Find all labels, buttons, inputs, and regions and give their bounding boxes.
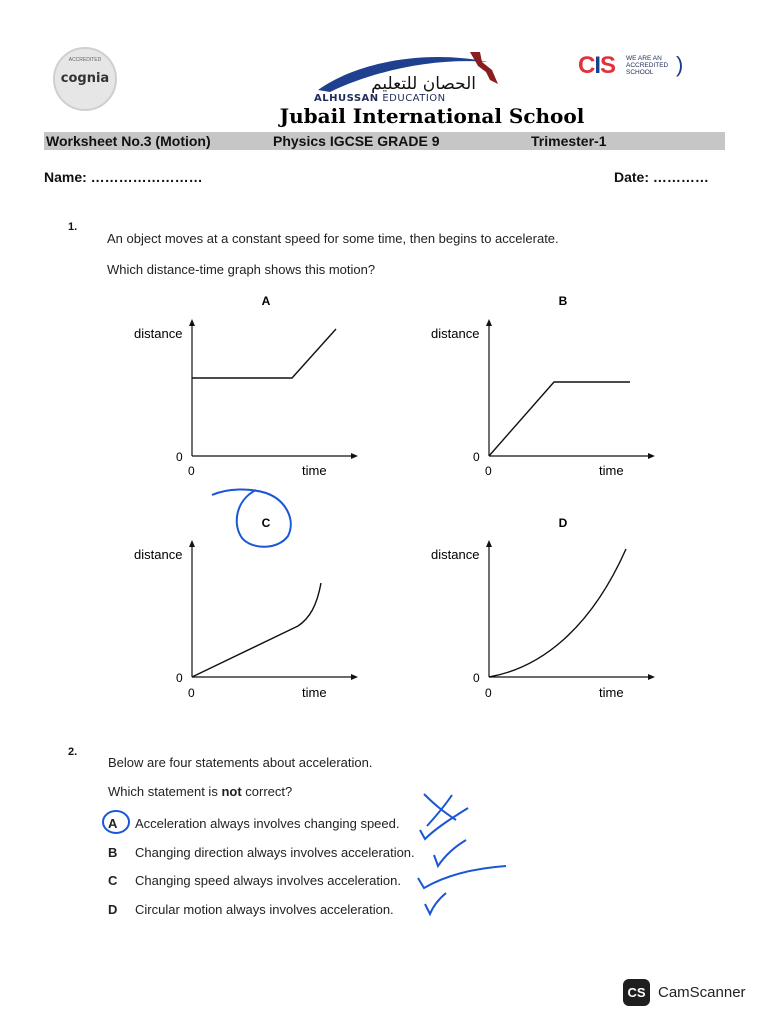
alhussan-english-name: ALHUSSAN EDUCATION (314, 93, 446, 104)
date-field: Date: ………… (614, 169, 709, 185)
question-1-statement: An object moves at a constant speed for some time, then begins to accelerate. (107, 231, 559, 246)
question-2-statement: Below are four statements about acceleration. (108, 755, 373, 770)
cognia-logo-text: cognia (60, 71, 110, 86)
tick-mark-c (418, 866, 506, 888)
graph-b-origin-y: 0 (473, 450, 480, 464)
graph-c-origin-x: 0 (188, 686, 195, 700)
subject-grade: Physics IGCSE GRADE 9 (273, 133, 440, 149)
option-a-letter: A (108, 816, 118, 831)
graph-c-label: C (261, 516, 271, 530)
graph-d-xlabel: time (599, 685, 624, 700)
question-2-prompt: Which statement is not correct? (108, 784, 293, 799)
option-b-text: Changing direction always involves acceleration. (135, 845, 415, 860)
graph-d-origin-y: 0 (473, 671, 480, 685)
cis-accredited-text: WE ARE AN ACCREDITED SCHOOL (626, 55, 669, 76)
cis-mark: CIS (578, 52, 616, 79)
graph-a-curve (192, 329, 336, 378)
graph-d-curve (489, 549, 626, 677)
camscanner-logo-icon: CS (623, 979, 650, 1006)
circle-mark-c (212, 489, 291, 546)
graph-a-xlabel: time (302, 463, 327, 478)
graph-c (134, 516, 355, 700)
graph-d-label: D (558, 516, 568, 530)
worksheet-number: Worksheet No.3 (Motion) (46, 133, 211, 149)
graph-b-curve (489, 382, 630, 456)
tick-mark-b (434, 840, 466, 866)
name-field: Name: …………………… (44, 169, 203, 185)
graph-a-origin-x: 0 (188, 464, 195, 478)
cognia-accredited-text: ACCREDITED (68, 57, 102, 63)
question-1-prompt: Which distance-time graph shows this motion? (107, 262, 376, 277)
trimester: Trimester-1 (531, 133, 607, 149)
graph-a-origin-y: 0 (176, 450, 183, 464)
graph-b-ylabel: distance (431, 326, 480, 341)
graph-c-curve (192, 583, 321, 677)
option-c-text: Changing speed always involves acceleration. (135, 873, 401, 888)
graph-c-xlabel: time (302, 685, 327, 700)
option-d-text: Circular motion always involves acceleration. (135, 902, 394, 917)
option-b-letter: B (108, 845, 118, 860)
graph-b-label: B (558, 294, 568, 308)
graph-b (431, 294, 652, 478)
tick-mark-d (425, 893, 446, 914)
school-name: Jubail International School (279, 104, 585, 128)
graph-c-origin-y: 0 (176, 671, 183, 685)
option-c-letter: C (108, 873, 118, 888)
question-1-number: 1. (68, 221, 78, 233)
graph-d-ylabel: distance (431, 547, 480, 562)
graph-b-origin-x: 0 (485, 464, 492, 478)
camscanner-label: CamScanner (658, 984, 746, 1001)
graph-d-origin-x: 0 (485, 686, 492, 700)
graph-b-xlabel: time (599, 463, 624, 478)
graph-a (134, 294, 355, 478)
alhussan-arabic-name: الحصان للتعليم (371, 74, 476, 94)
graph-c-ylabel: distance (134, 547, 183, 562)
option-a-text: Acceleration always involves changing speed. (135, 816, 400, 831)
graph-a-label: A (261, 294, 271, 308)
cis-paren: ) (676, 52, 684, 77)
option-d-letter: D (108, 902, 118, 917)
graph-d (431, 516, 652, 700)
graph-a-ylabel: distance (134, 326, 183, 341)
question-2-number: 2. (68, 746, 78, 758)
